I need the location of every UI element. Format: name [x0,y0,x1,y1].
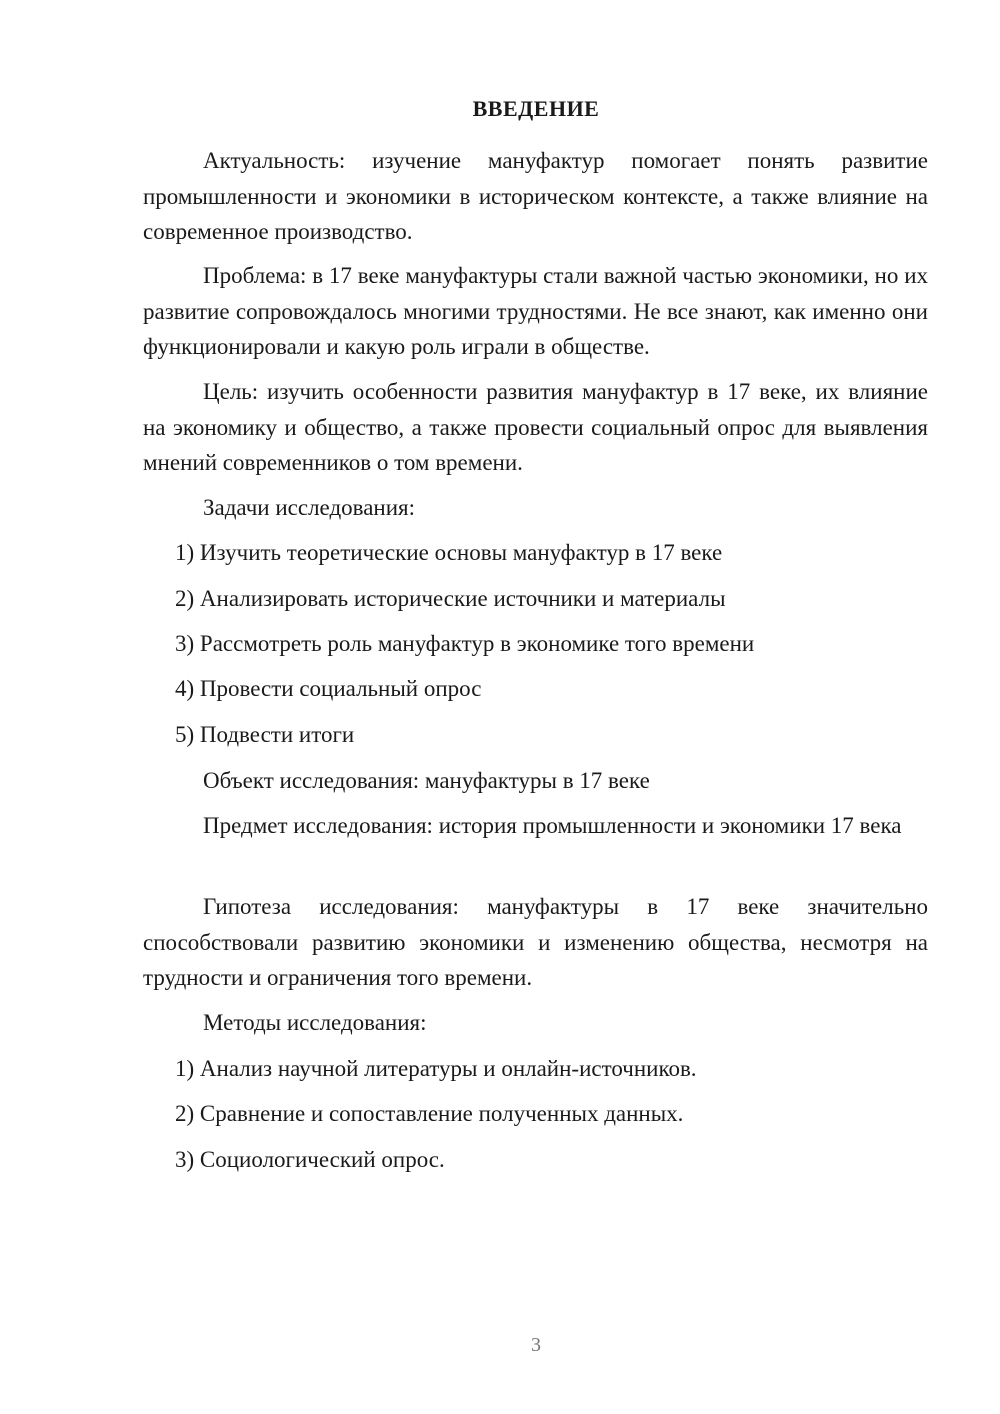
method-item: 3) Социологический опрос. [175,1147,445,1172]
problem-paragraph: Проблема: в 17 веке мануфактуры стали важной частью экономики, но их развитие сопровождалось многими трудностями. Не все знают, как именно они функционировали и какую роль играли в обществе. [143,263,928,359]
goal-paragraph: Цель: изучить особенности развития мануфактур в 17 веке, их влияние на экономику и общество, а также провести социальный опрос для выявления мнений современников о том времени. [143,379,928,475]
hypothesis-paragraph: Гипотеза исследования: мануфактуры в 17 веке значительно способствовали развитию экономики и изменению общества, несмотря на трудности и ограничения того времени. [143,894,928,990]
object-line: Объект исследования: мануфактуры в 17 веке [203,768,650,793]
relevance-paragraph: Актуальность: изучение мануфактур помогает понять развитие промышленности и экономики в историческом контексте, а также влияние на современное производство. [143,148,928,244]
method-item: 2) Сравнение и сопоставление полученных данных. [175,1101,684,1126]
task-item: 4) Провести социальный опрос [175,676,482,701]
methods-heading: Методы исследования: [203,1010,427,1035]
task-item: 2) Анализировать исторические источники и материалы [175,586,726,611]
task-item: 1) Изучить теоретические основы мануфактур в 17 веке [175,540,723,565]
tasks-heading: Задачи исследования: [203,495,416,520]
task-item: 5) Подвести итоги [175,722,355,747]
page-number: 3 [531,1334,541,1356]
task-item: 3) Рассмотреть роль мануфактур в экономике того времени [175,631,755,656]
section-title: ВВЕДЕНИЕ [472,96,600,121]
subject-paragraph: Предмет исследования: история промышленности и экономики 17 века [203,813,902,838]
method-item: 1) Анализ научной литературы и онлайн-источников. [175,1056,697,1081]
